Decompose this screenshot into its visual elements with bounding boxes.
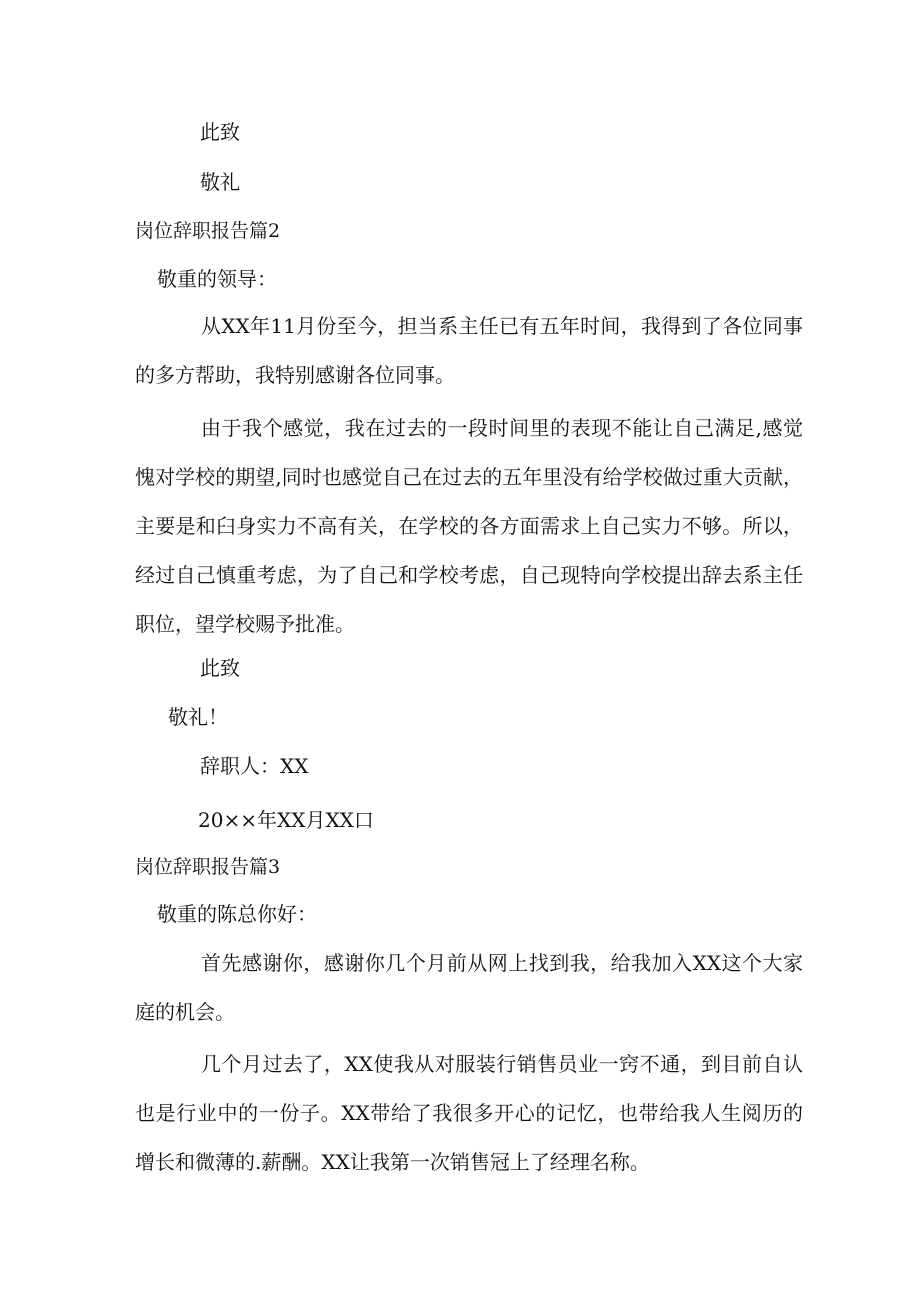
closing-salutation: 此致 <box>200 120 240 144</box>
signature-line: 辞职人：XX <box>200 754 309 778</box>
closing-regards: 敬礼 <box>200 170 240 194</box>
salutation: 敬重的领导： <box>157 267 277 291</box>
body-paragraph: 几个月过去了，XX使我从对服装行销售员业一窍不通，到目前自认也是行业中的一份子。XX带给了我很多开心的记忆，也带给我人生阅历的增长和微薄的.薪酬。XX让我第一次销售冠上了经理名称。 <box>135 1052 803 1174</box>
body-paragraph: 从XX年11月份至今，担当系主任已有五年时间，我得到了各位同事的多方帮助，我特别感谢各位同事。 <box>135 314 803 387</box>
section-heading: 岗位辞职报告篇3 <box>135 856 281 878</box>
body-paragraph: 由于我个感觉，我在过去的一段时间里的表现不能让自己满足,感觉愧对学校的期望,同时也感觉自己在过去的五年里没有给学校做过重大贡献，主要是和臼身实力不高有关，在学校的各方面需求上自己实力不够。所以，经过自己慎重考虑，为了自己和学校考虑，自己现特向学校提出辞去系主任职位，望学校赐予批准。 <box>135 416 803 636</box>
date-line: 20××年XX月XX口 <box>198 808 374 832</box>
section-heading: 岗位辞职报告篇2 <box>135 220 281 242</box>
salutation: 敬重的陈总你好： <box>157 902 317 926</box>
closing-regards: 敬礼！ <box>168 705 228 729</box>
body-paragraph: 首先感谢你，感谢你几个月前从网上找到我，给我加入XX这个大家庭的机会。 <box>135 951 803 1024</box>
closing-salutation: 此致 <box>200 656 240 680</box>
